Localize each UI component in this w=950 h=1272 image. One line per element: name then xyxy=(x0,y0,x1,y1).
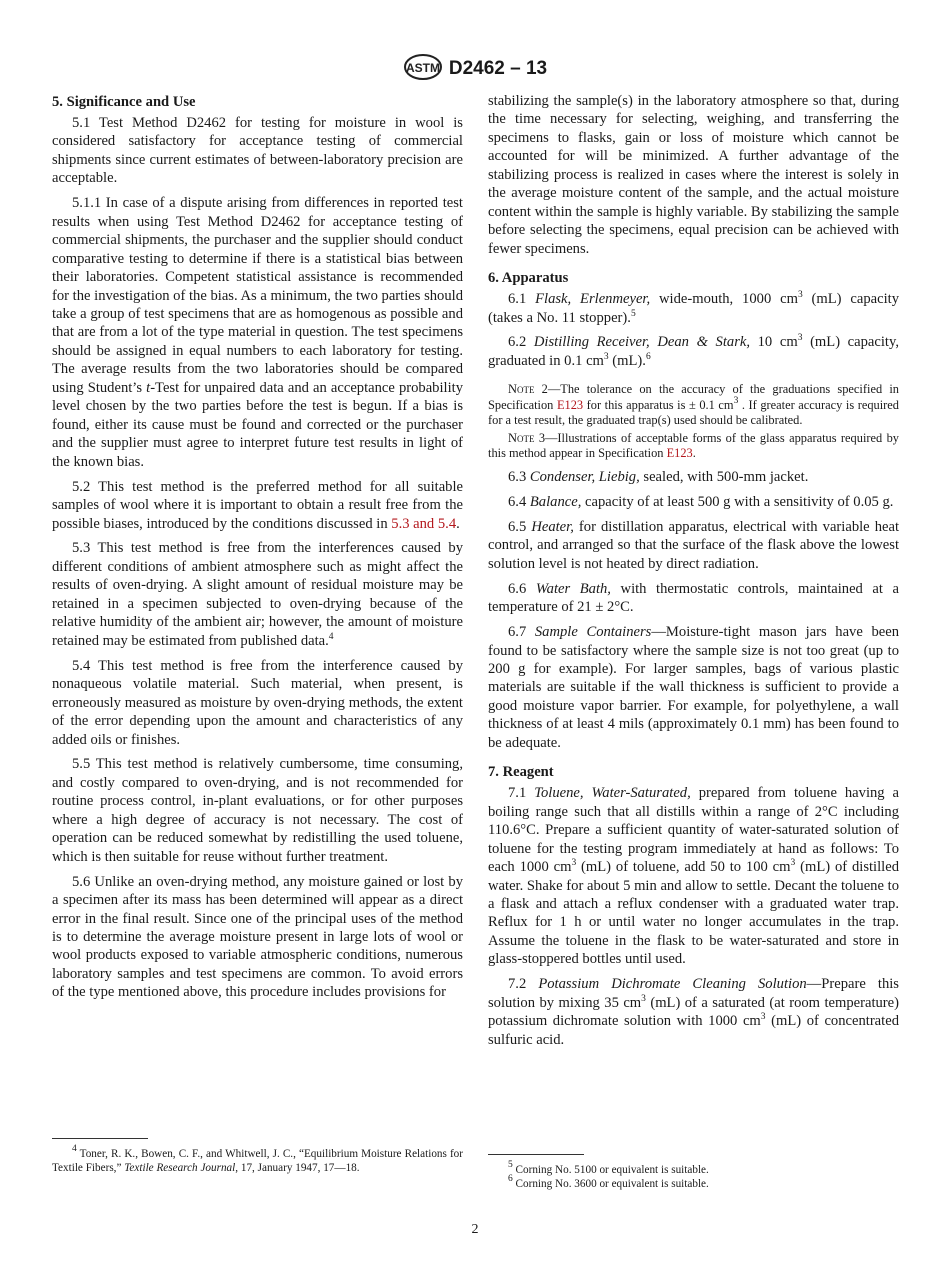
paragraph xyxy=(488,493,899,511)
superscript: 3 xyxy=(733,395,739,406)
text-run: Textile Research Journal xyxy=(124,1162,236,1174)
page-number: 2 xyxy=(471,1222,479,1237)
text-run: (mL) of toluene, add 50 to 100 cm xyxy=(576,859,791,876)
left-column xyxy=(52,92,463,1008)
superscript: 6 xyxy=(645,351,651,362)
text-run: . If greater accuracy is required for a test result, the graduated trap(s) used should be calibrated. xyxy=(488,397,899,428)
text-run: for this apparatus is ± 0.1 cm xyxy=(583,397,734,412)
note xyxy=(488,431,899,462)
text-run: Corning No. 5100 or equivalent is suitable. xyxy=(512,1164,709,1176)
text-run: 6.1 xyxy=(508,291,536,308)
text-run: 7.1 xyxy=(508,785,535,802)
text-run: stabilizing the sample(s) in the laboratory atmosphere so that, during the time necessary for selecting, weighing, and transferring the specimens to flasks, gain or loss of moisture which cannot be accounted for will be minimized. A further advantage of the stabilizing process is realized in cases where the interest is solely in the average moisture content of the sample, and the actual moisture content within the sample is highly variable. By stabilizing the sample before selecting the specimens, equal precision can be achieved with fewer specimens. xyxy=(488,93,899,257)
text-run: with thermostatic controls, maintained at a temperature of 21 ± 2°C. xyxy=(488,580,900,616)
paragraph xyxy=(52,114,463,188)
text-run: Condenser, Liebig, xyxy=(529,468,640,485)
text-run: 7. Reagent xyxy=(488,764,554,781)
footnotes-left xyxy=(52,1138,463,1175)
text-run: (mL) capacity, graduated in 0.1 cm xyxy=(488,334,899,369)
text-run: 5. Significance and Use xyxy=(52,94,196,110)
superscript: 3 xyxy=(797,290,803,301)
cross-reference-link[interactable]: 5.3 and 5.4 xyxy=(391,515,457,532)
text-run: Flask, Erlenmeyer, xyxy=(535,291,651,308)
superscript: 3 xyxy=(760,1012,766,1023)
text-run: Note xyxy=(508,430,535,445)
text-run: (mL) of distilled water. Shake for about 5 min and allow to settle. Decant the toluene to a flask and attach a reflux condenser with a graduated water trap. Reflux for 1 h or until water no longer accumulates in the trap. Assume the toluene in the flask to be water-saturated and store in glass-stoppered bottles until used. xyxy=(488,859,899,968)
superscript: 5 xyxy=(508,1160,513,1170)
paragraph xyxy=(488,333,899,370)
text-run: 5.6 Unlike an oven-drying method, any moisture gained or lost by a specimen after its mass has been determined will appear as a direct error in the final result. Since one of the principal uses of the method is to determine the average moisture present in large lots of wool or wool products exposed to variable atmospheric conditions, numerous laboratory samples and test specimens are common. To avoid errors of the type mentioned above, this procedure includes provisions for xyxy=(52,873,463,1001)
astm-logo-icon xyxy=(403,54,443,80)
text-run: sealed, with 500-mm jacket. xyxy=(639,468,809,485)
text-run: 6. Apparatus xyxy=(488,270,569,287)
designation: D2462 – 13 xyxy=(448,58,548,79)
text-run: prepared from toluene having a boiling range such that all distills within a range of 2°C including 110.6°C. Prepare a sufficient quantity of water-saturated solution of toluene for the testing program immediately at hand as follows: To each 1000 cm xyxy=(488,785,900,876)
text-run: 6.3 xyxy=(508,468,530,485)
text-run: 5.5 This test method is relatively cumbersome, time consuming, and costly compared to oven-drying, and is not recommended for routine process control, in-plant evaluations, or for other purposes where a high degree of accuracy is not necessary. The cost of operation can be reduced somewhat by redistilling the used toluene, which is then suitable for reuse without further treatment. xyxy=(52,756,463,865)
footnotes-right xyxy=(488,1154,899,1191)
right-column xyxy=(488,92,899,1056)
text-run: 6.5 xyxy=(508,518,532,535)
text-run: 5.4 This test method is free from the interference caused by nonaqueous volatile material. Such material, when present, is erroneously measured as moisture by oven-drying methods, the extent of the error depending upon the amount and characteristics of any added oils or finishes. xyxy=(52,657,463,748)
text-run: 2—The tolerance on the accuracy of the graduations specified in Specification xyxy=(488,382,899,412)
paragraph xyxy=(52,657,463,749)
text-run: (mL) of a saturated (at room temperature) potassium dichromate solution with 1000 cm xyxy=(488,994,899,1030)
text-run: 10 cm xyxy=(750,334,798,351)
text-run: Distilling Receiver, Dean & Stark, xyxy=(533,334,750,351)
section-heading xyxy=(488,268,899,288)
text-run: —Prepare this solution by mixing 35 cm xyxy=(488,976,899,1011)
footnote-rule xyxy=(52,1138,148,1139)
text-run: wide-mouth, 1000 cm xyxy=(650,291,798,308)
paragraph xyxy=(488,92,899,258)
superscript: 3 xyxy=(641,993,646,1004)
note xyxy=(488,382,899,429)
text-run: 6.4 xyxy=(508,493,530,510)
text-run: 5.1.1 In case of a dispute arising from differences in reported test results when using Test Method D2462 for acceptance testing of commercial shipments, the purchaser and the supplier should conduct comparative testing to determine if there is a statistical bias between their laboratories. Competent statistical assistance is recommended for the investigation of the bias. As a minimum, the two parties should take a group of test specimens that are as homogenous as possible and that are from a lot of the type material in question. The test specimens should be assigned in equal numbers to each laboratory for testing. The average results from the two laboratories should be compared using Student’s xyxy=(52,195,463,396)
cross-reference-link[interactable]: E123 xyxy=(556,397,584,412)
superscript: 6 xyxy=(508,1174,513,1184)
text-run: 5.2 This test method is the preferred method for all suitable samples of wool where it is important to obtain a result free from the possible biases, introduced by the conditions discussed in xyxy=(52,478,463,532)
text-run: (mL). xyxy=(608,352,646,369)
section-heading xyxy=(52,92,463,112)
superscript: 3 xyxy=(790,858,796,869)
text-run: Note xyxy=(508,382,535,397)
superscript: 5 xyxy=(630,308,636,319)
text-run: 7.2 xyxy=(508,976,539,993)
superscript: 4 xyxy=(72,1144,77,1154)
text-run: —Moisture-tight mason jars have been found to be satisfactory where the sample size is not too great (up to 200 g for example). For larger samples, bags of various plastic materials are suitable if the wall thickness is sufficient to provide a good moisture vapor barrier. For example, for polyethylene, a wall thickness of at least 4 mils (approximately 0.1 mm) has been found to be adequate. xyxy=(488,624,899,751)
cross-reference-link[interactable]: E123 xyxy=(666,446,693,461)
paragraph xyxy=(488,468,899,486)
text-run: Balance, xyxy=(529,493,582,510)
paragraph xyxy=(52,194,463,471)
text-run: 6.7 xyxy=(508,624,535,641)
paragraph xyxy=(488,580,899,617)
text-run: 6.6 xyxy=(508,580,536,597)
text-run: 5.1 Test Method D2462 for testing for moisture in wool is considered satisfactory for acceptance testing of commercial shipments since current estimates of between-laboratory precision are acceptable. xyxy=(52,115,463,187)
text-run: (mL) capacity (takes a No. 11 stopper). xyxy=(488,291,900,326)
footnote xyxy=(488,1160,899,1177)
paragraph xyxy=(488,784,899,969)
paragraph xyxy=(52,873,463,1002)
text-run: Heater, xyxy=(531,518,574,535)
superscript: 3 xyxy=(797,333,803,344)
section-heading xyxy=(488,762,899,782)
text-run: for distillation apparatus, electrical with variable heat control, and arranged so that the surface of the flask above the lowest solution level is not heated by direct radiation. xyxy=(488,518,900,572)
superscript: 3 xyxy=(571,858,577,869)
footnote xyxy=(52,1144,463,1175)
text-run: capacity of at least 500 g with a sensitivity of 0.05 g. xyxy=(581,493,894,510)
text-run: . xyxy=(692,446,696,461)
svg-text:ASTM: ASTM xyxy=(405,61,440,75)
text-run: Toluene, Water-Saturated, xyxy=(534,785,691,802)
text-run: . xyxy=(456,515,460,532)
page-header xyxy=(0,54,950,80)
paragraph xyxy=(488,623,899,752)
text-run: Toner, R. K., Bowen, C. F., and Whitwell, J. C., “Equilibrium Moisture Relations for Textile Fibers,” xyxy=(52,1148,463,1174)
text-run: 6.2 xyxy=(508,334,534,351)
text-run: Corning No. 3600 or equivalent is suitable. xyxy=(512,1178,709,1190)
superscript: 3 xyxy=(603,351,609,362)
text-run: Potassium Dichromate Cleaning Solution xyxy=(538,976,807,993)
paragraph xyxy=(488,290,899,327)
paragraph xyxy=(52,755,463,866)
text-run: Water Bath, xyxy=(535,580,611,597)
text-run: -Test for unpaired data and an acceptance probability level chosen by the two parties before the test is begun. If a bias is found, either its cause must be found and corrected or the purchaser and the supplier must agree to interpret future test results in light of the known bias. xyxy=(52,379,463,470)
paragraph xyxy=(488,518,899,573)
text-run: , 17, January 1947, 17—18. xyxy=(235,1162,360,1174)
paragraph xyxy=(488,975,899,1049)
footnote-rule xyxy=(488,1154,584,1155)
text-run: (mL) of concentrated sulfuric acid. xyxy=(488,1013,899,1048)
text-run: 3—Illustrations of acceptable forms of the glass apparatus required by this method appear in Specification xyxy=(488,430,899,461)
paragraph xyxy=(52,478,463,533)
text-run: 5.3 This test method is free from the interferences caused by different conditions of ambient atmosphere such as might affect the results of oven-drying. A slight amount of residual moisture may be retained in a specimen subjected to oven-drying because of the relative humidity of the ambient air; however, the amount of moisture retained may be estimated from published data. xyxy=(52,540,463,649)
footnote xyxy=(488,1174,899,1191)
text-run: t xyxy=(146,379,151,396)
superscript: 4 xyxy=(328,631,334,642)
text-run: Sample Containers xyxy=(534,624,652,641)
paragraph xyxy=(52,539,463,650)
